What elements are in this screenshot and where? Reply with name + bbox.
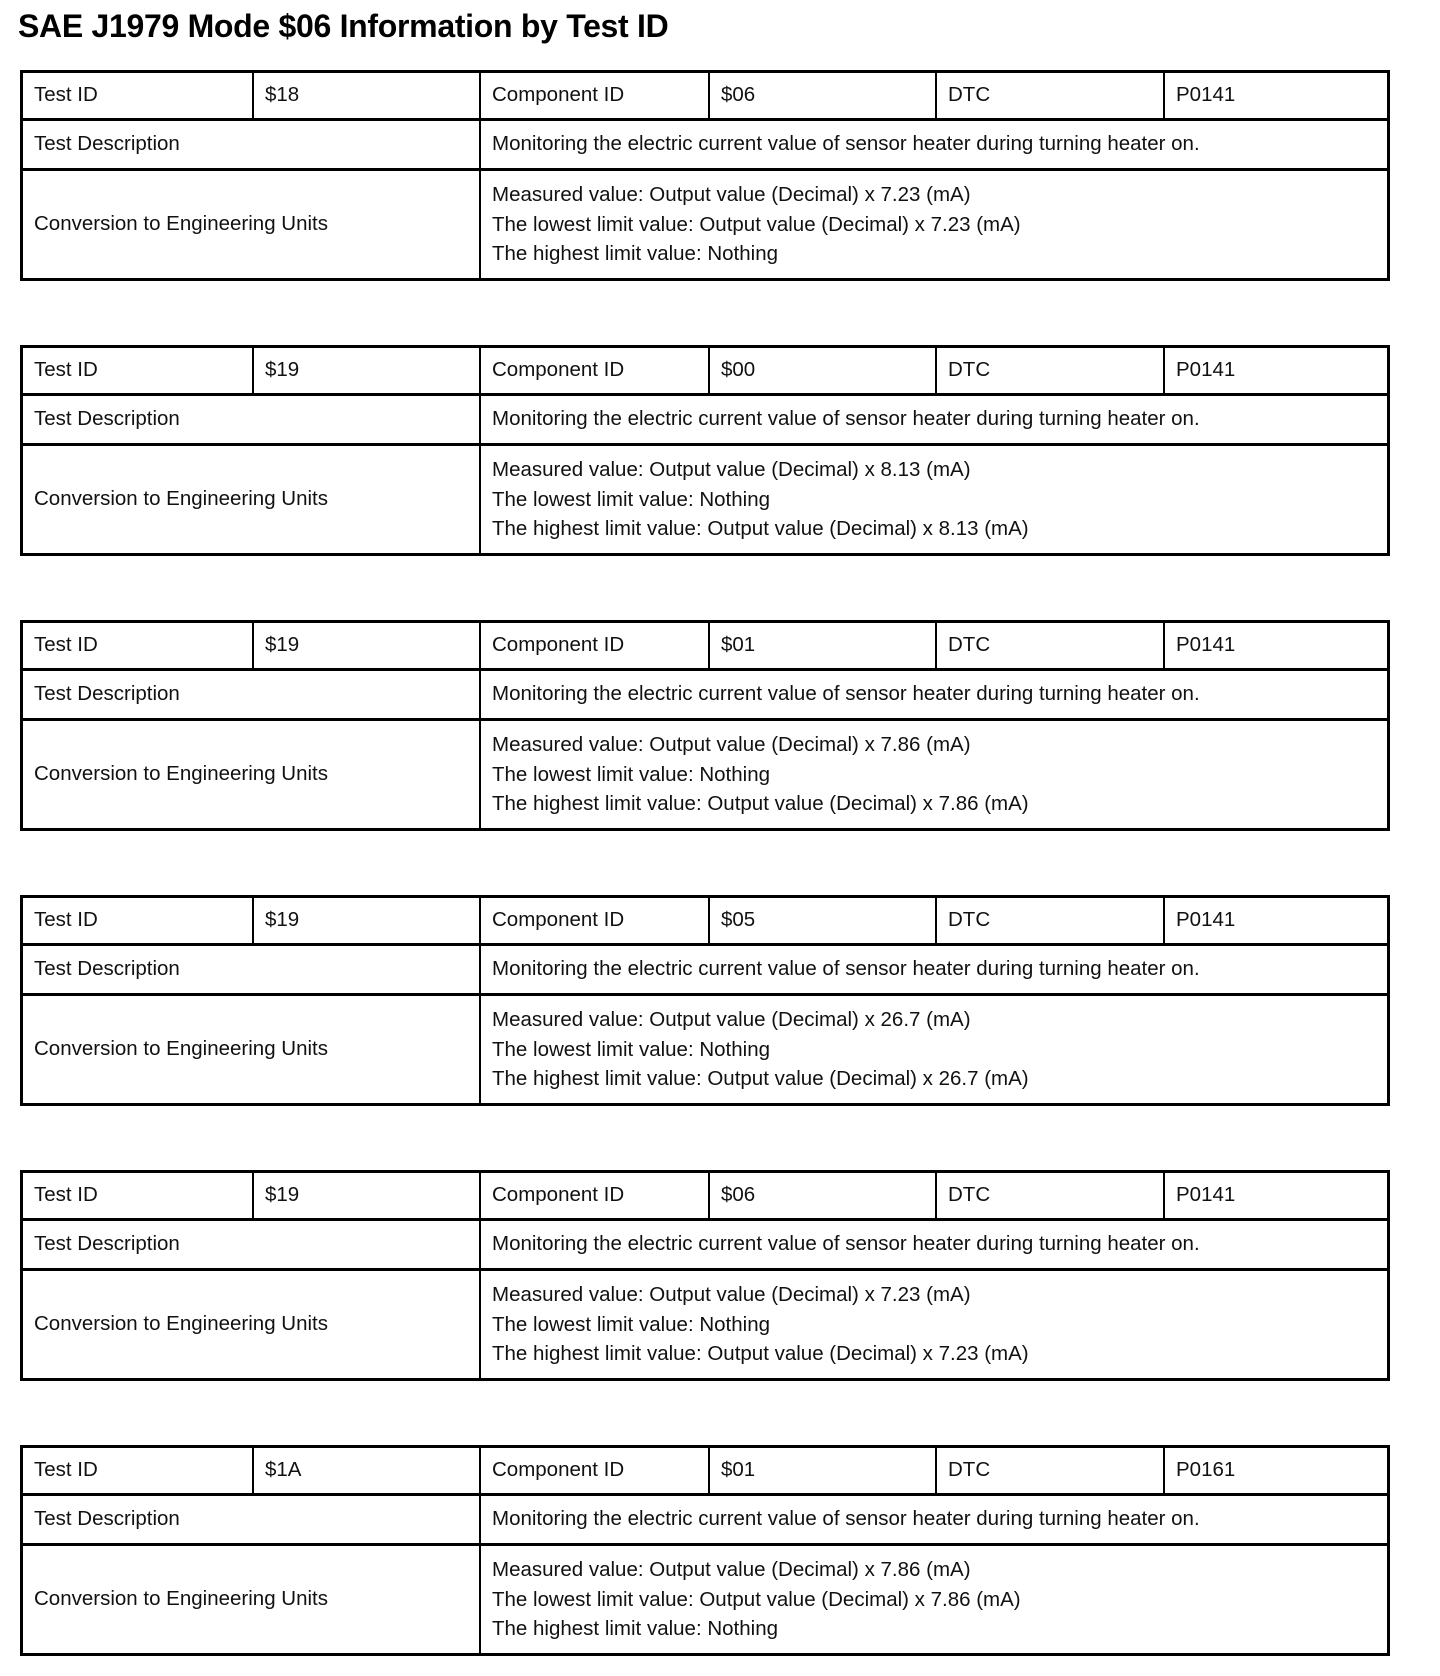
dtc-label: DTC — [937, 348, 1165, 393]
test-description-label: Test Description — [23, 1496, 481, 1543]
highest-limit-line: The highest limit value: Output value (Decimal) x 7.86 (mA) — [492, 792, 1029, 815]
test-id-label: Test ID — [23, 73, 254, 118]
test-id-value: $1A — [254, 1448, 481, 1493]
component-id-value: $01 — [710, 623, 937, 668]
test-id-table — [20, 345, 1390, 556]
measured-value-line: Measured value: Output value (Decimal) x 26.7 (mA) — [492, 1008, 971, 1031]
component-id-label: Component ID — [481, 1173, 710, 1218]
id-row — [23, 1173, 1387, 1221]
dtc-value: P0141 — [1176, 1183, 1236, 1207]
highest-limit-line: The highest limit value: Output value (Decimal) x 8.13 (mA) — [492, 517, 1029, 540]
test-id-value: $19 — [254, 1173, 481, 1218]
component-id-value: $01 — [710, 1448, 937, 1493]
id-row — [23, 898, 1387, 946]
dtc-label: DTC — [937, 73, 1165, 118]
test-id-label: Test ID — [23, 348, 254, 393]
test-description-value: Monitoring the electric current value of sensor heater during turning heater on. — [492, 682, 1200, 706]
dtc-value: P0161 — [1176, 1458, 1236, 1482]
test-id-label: Test ID — [23, 898, 254, 943]
lowest-limit-line: The lowest limit value: Nothing — [492, 487, 771, 511]
component-id-value: $06 — [710, 73, 937, 118]
lowest-limit-line: The lowest limit value: Output value (Decimal) x 7.86 (mA) — [492, 1587, 1021, 1611]
conversion-label: Conversion to Engineering Units — [23, 1271, 481, 1378]
test-id-label: Test ID — [23, 1448, 254, 1493]
conversion-label: Conversion to Engineering Units — [23, 996, 481, 1103]
description-row — [23, 671, 1387, 721]
test-description-value: Monitoring the electric current value of sensor heater during turning heater on. — [492, 1507, 1200, 1531]
test-description-value: Monitoring the electric current value of sensor heater during turning heater on. — [492, 407, 1200, 431]
highest-limit-line: The highest limit value: Output value (Decimal) x 26.7 (mA) — [492, 1067, 1029, 1090]
id-row — [23, 623, 1387, 671]
test-description-label: Test Description — [23, 946, 481, 993]
id-row — [23, 348, 1387, 396]
conversion-label: Conversion to Engineering Units — [23, 171, 481, 278]
description-row — [23, 1496, 1387, 1546]
component-id-label: Component ID — [481, 898, 710, 943]
dtc-value: P0141 — [1176, 358, 1236, 382]
measured-value-line: Measured value: Output value (Decimal) x 7.86 (mA) — [492, 1558, 971, 1581]
dtc-label: DTC — [937, 1173, 1165, 1218]
test-id-table — [20, 70, 1390, 281]
dtc-value: P0141 — [1176, 908, 1236, 932]
dtc-label: DTC — [937, 898, 1165, 943]
measured-value-line: Measured value: Output value (Decimal) x 8.13 (mA) — [492, 458, 971, 481]
lowest-limit-line: The lowest limit value: Nothing — [492, 1312, 771, 1336]
component-id-label: Component ID — [481, 73, 710, 118]
measured-value-line: Measured value: Output value (Decimal) x 7.86 (mA) — [492, 733, 971, 756]
conversion-value — [481, 1271, 1387, 1378]
conversion-row — [23, 171, 1387, 278]
conversion-value — [481, 996, 1387, 1103]
conversion-label: Conversion to Engineering Units — [23, 721, 481, 828]
id-row — [23, 73, 1387, 121]
component-id-value: $06 — [710, 1173, 937, 1218]
test-id-value: $19 — [254, 348, 481, 393]
test-id-label: Test ID — [23, 1173, 254, 1218]
highest-limit-line: The highest limit value: Nothing — [492, 242, 779, 265]
test-description-value: Monitoring the electric current value of sensor heater during turning heater on. — [492, 132, 1200, 156]
conversion-value — [481, 1546, 1387, 1653]
conversion-value — [481, 721, 1387, 828]
conversion-label: Conversion to Engineering Units — [23, 1546, 481, 1653]
conversion-row — [23, 446, 1387, 553]
test-id-table — [20, 620, 1390, 831]
id-row — [23, 1448, 1387, 1496]
test-id-value: $19 — [254, 898, 481, 943]
conversion-row — [23, 1546, 1387, 1653]
test-description-label: Test Description — [23, 121, 481, 168]
measured-value-line: Measured value: Output value (Decimal) x 7.23 (mA) — [492, 1283, 971, 1306]
test-id-value: $18 — [254, 73, 481, 118]
description-row — [23, 121, 1387, 171]
conversion-row — [23, 721, 1387, 828]
test-id-table — [20, 1170, 1390, 1381]
description-row — [23, 946, 1387, 996]
component-id-label: Component ID — [481, 1448, 710, 1493]
dtc-value: P0141 — [1176, 633, 1236, 657]
test-description-label: Test Description — [23, 1221, 481, 1268]
test-id-table — [20, 895, 1390, 1106]
component-id-value: $00 — [710, 348, 937, 393]
conversion-value — [481, 446, 1387, 553]
conversion-value — [481, 171, 1387, 278]
dtc-label: DTC — [937, 623, 1165, 668]
test-description-value: Monitoring the electric current value of sensor heater during turning heater on. — [492, 957, 1200, 981]
highest-limit-line: The highest limit value: Output value (Decimal) x 7.23 (mA) — [492, 1342, 1029, 1365]
measured-value-line: Measured value: Output value (Decimal) x 7.23 (mA) — [492, 183, 971, 206]
conversion-row — [23, 996, 1387, 1103]
page-title: SAE J1979 Mode $06 Information by Test ID — [18, 8, 669, 44]
test-description-label: Test Description — [23, 671, 481, 718]
test-id-label: Test ID — [23, 623, 254, 668]
test-id-table — [20, 1445, 1390, 1656]
dtc-label: DTC — [937, 1448, 1165, 1493]
description-row — [23, 396, 1387, 446]
highest-limit-line: The highest limit value: Nothing — [492, 1617, 779, 1640]
lowest-limit-line: The lowest limit value: Nothing — [492, 1037, 771, 1061]
component-id-value: $05 — [710, 898, 937, 943]
lowest-limit-line: The lowest limit value: Output value (Decimal) x 7.23 (mA) — [492, 212, 1021, 236]
test-id-value: $19 — [254, 623, 481, 668]
description-row — [23, 1221, 1387, 1271]
test-description-value: Monitoring the electric current value of sensor heater during turning heater on. — [492, 1232, 1200, 1256]
test-description-label: Test Description — [23, 396, 481, 443]
component-id-label: Component ID — [481, 623, 710, 668]
component-id-label: Component ID — [481, 348, 710, 393]
conversion-label: Conversion to Engineering Units — [23, 446, 481, 553]
dtc-value: P0141 — [1176, 83, 1236, 107]
lowest-limit-line: The lowest limit value: Nothing — [492, 762, 771, 786]
conversion-row — [23, 1271, 1387, 1378]
